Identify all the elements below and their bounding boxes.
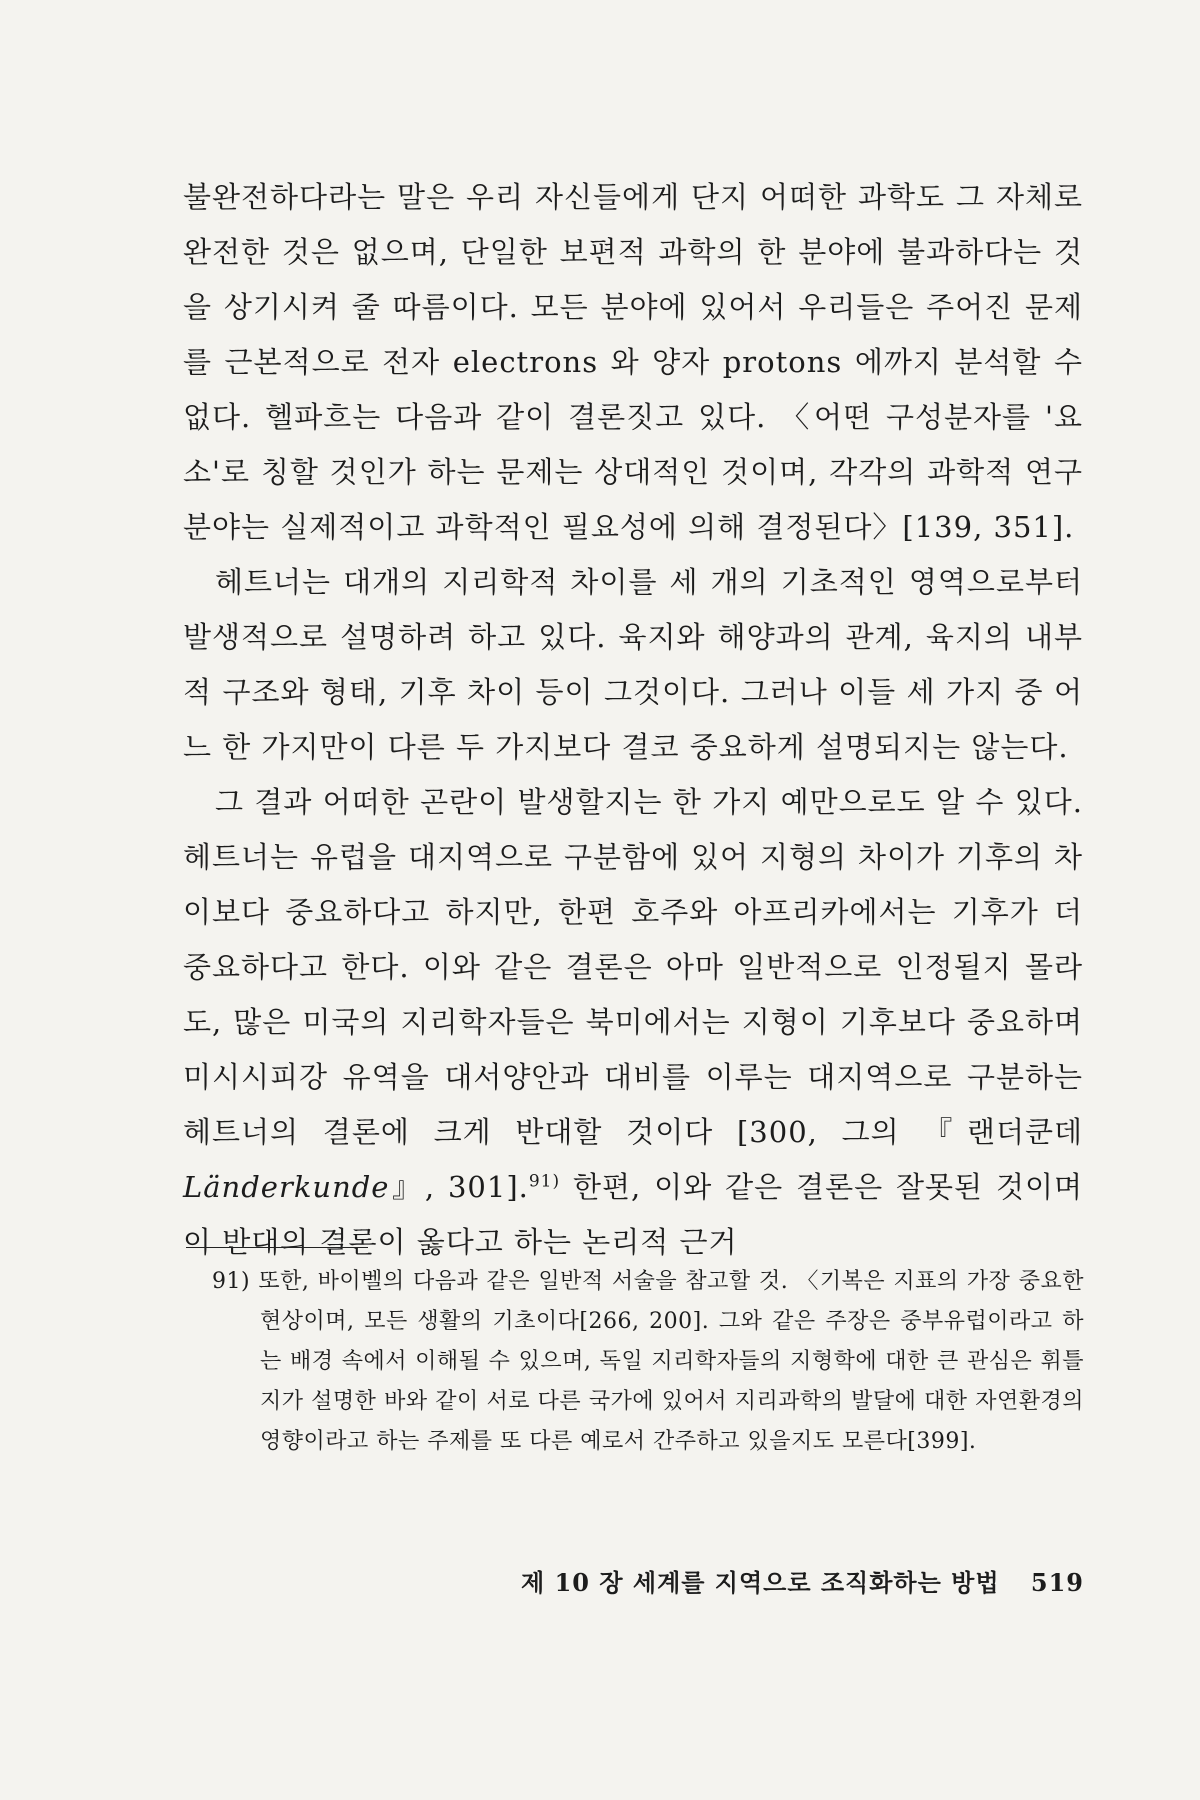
italic-term: Länderkunde — [183, 1170, 390, 1204]
page-number: 519 — [1030, 1568, 1084, 1597]
footnote-text: 91) 또한, 바이벨의 다음과 같은 일반적 서술을 참고할 것. 〈기복은 지표의 가장 중요한 현상이며, 모든 생활의 기초이다[266, 200]. 그와 같은 주장은 중부유럽이라고 하는 배경 속에서 이해될 수 있으며, 독일 지리학자들의 지형학에 대한 큰 관심은 휘틀지가 설명한 바와 같이 서로 다른 국가에 있어서 지리과학의 발달에 대한 자연환경의 영향이라고 하는 주제를 또 다른 예로서 간주하고 있을지도 모른다[399]. — [212, 1269, 1084, 1454]
footnote-divider — [186, 1247, 368, 1248]
paragraph-3 — [183, 775, 1083, 1270]
footnote-ref: 91) — [528, 1171, 561, 1192]
paragraph-1: 불완전하다라는 말은 우리 자신들에게 단지 어떠한 과학도 그 자체로 완전한 것은 없으며, 단일한 보편적 과학의 한 분야에 불과하다는 것을 상기시켜 줄 따름이다. 모든 분야에 있어서 우리들은 주어진 문제를 근본적으로 전자 electrons 와 양자 protons 에까지 분석할 수 없다. 헬파흐는 다음과 같이 결론짓고 있다. 〈어떤 구성분자를 '요소'로 칭할 것인가 하는 문제는 상대적인 것이며, 각각의 과학적 연구분야는 실제적이고 과학적인 필요성에 의해 결정된다〉[139, 351]. — [183, 180, 1083, 544]
paragraph-2: 헤트너는 대개의 지리학적 차이를 세 개의 기초적인 영역으로부터 발생적으로 설명하려 하고 있다. 육지와 해양과의 관계, 육지의 내부적 구조와 형태, 기후 차이 등이 그것이다. 그러나 이들 세 가지 중 어느 한 가지만이 다른 두 가지보다 결코 중요하게 설명되지는 않는다. — [183, 565, 1083, 764]
chapter-title: 제 10 장 세계를 지역으로 조직화하는 방법 — [521, 1568, 1000, 1597]
body-text — [183, 170, 1083, 1270]
paragraph-3-text-c: 한편, 이와 같은 결론은 잘못된 것이며 이 반대의 결론이 옳다고 하는 논리적 근거 — [183, 1170, 1083, 1259]
paragraph-3-text-a: 그 결과 어떠한 곤란이 발생할지는 한 가지 예만으로도 알 수 있다. 헤트너는 유럽을 대지역으로 구분함에 있어 지형의 차이가 기후의 차이보다 중요하다고 하지만, 한편 호주와 아프리카에서는 기후가 더 중요하다고 한다. 이와 같은 결론은 아마 일반적으로 인정될지 몰라도, 많은 미국의 지리학자들은 북미에서는 지형이 기후보다 중요하며 미시시피강 유역을 대서양안과 대비를 이루는 대지역으로 구분하는 헤트너의 결론에 크게 반대할 것이다 [300, 그의 『랜더쿤데 — [183, 785, 1083, 1149]
paragraph-3-text-b: 』, 301]. — [389, 1170, 529, 1204]
footnote — [212, 1262, 1084, 1462]
running-footer — [484, 1563, 1084, 1598]
